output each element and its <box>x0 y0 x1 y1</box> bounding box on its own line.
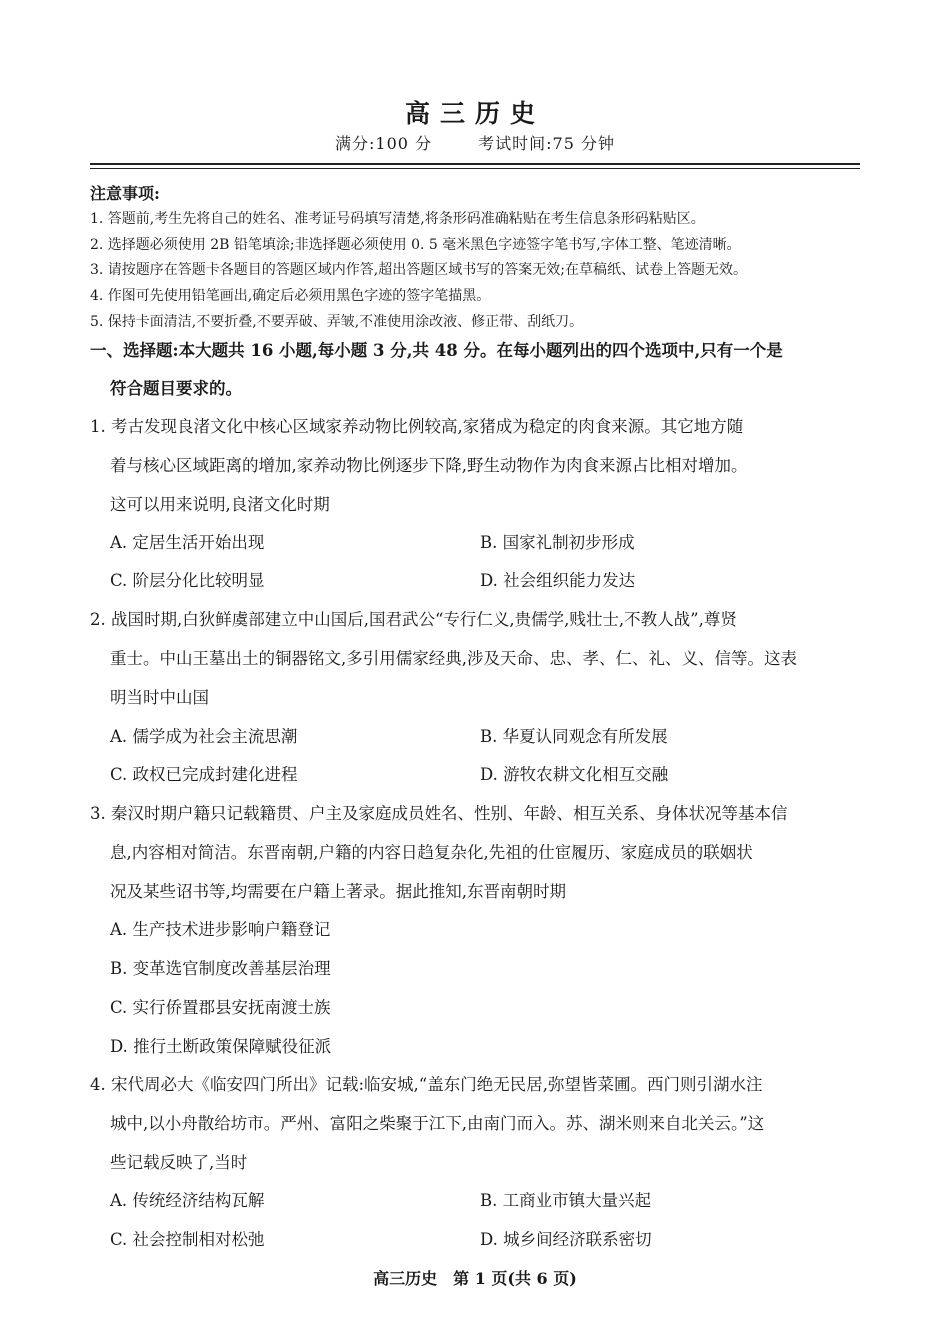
section-heading-line: 符合题目要求的。 <box>110 379 242 398</box>
exam-info <box>0 131 950 154</box>
option-c[interactable]: C. 政权已完成封建化进程 <box>110 765 298 784</box>
exam-title: 高三历史 <box>404 99 545 128</box>
question-text: 2. 战国时期,白狄鲜虞部建立中山国后,国君武公“专行仁义,贵儒学,贱壮士,不教人战”,尊贤 <box>90 610 737 629</box>
question-text: 4. 宋代周必大《临安四门所出》记载:临安城,“盖东门绝无民居,弥望皆菜圃。西门则引湖水注 <box>90 1075 763 1094</box>
question-text: 着与核心区域距离的增加,家养动物比例逐步下降,野生动物作为肉食来源占比相对增加。 <box>110 456 748 475</box>
option-b[interactable]: B. 国家礼制初步形成 <box>480 533 635 552</box>
option-b[interactable]: B. 工商业市镇大量兴起 <box>480 1191 652 1210</box>
question-text: 些记载反映了,当时 <box>110 1153 248 1172</box>
notice-item: 2. 选择题必须使用 2B 铅笔填涂;非选择题必须使用 0. 5 毫米黑色字迹签字笔书写,字体工整、笔迹清晰。 <box>90 237 741 253</box>
option-c[interactable]: C. 社会控制相对松弛 <box>110 1230 265 1249</box>
notice-item: 5. 保持卡面清洁,不要折叠,不要弄破、弄皱,不准使用涂改液、修正带、刮纸刀。 <box>90 314 584 330</box>
option-b[interactable]: B. 变革选官制度改善基层治理 <box>110 959 331 978</box>
notice-item: 3. 请按题序在答题卡各题目的答题区域内作答,超出答题区域书写的答案无效;在草稿纸、试卷上答题无效。 <box>90 262 747 278</box>
question-text: 息,内容相对简洁。东晋南朝,户籍的内容日趋复杂化,先祖的仕宦履历、家庭成员的联姻状 <box>110 843 753 862</box>
question-text: 况及某些诏书等,均需要在户籍上著录。据此推知,东晋南朝时期 <box>110 882 566 901</box>
option-a[interactable]: A. 生产技术进步影响户籍登记 <box>110 920 331 939</box>
page-footer: 高三历史 第 1 页(共 6 页) <box>373 1269 577 1288</box>
question-4 <box>90 1065 865 1182</box>
question-text: 城中,以小舟散给坊市。严州、富阳之柴聚于江下,由南门而入。苏、湖米则来自北关云。”这 <box>110 1114 765 1133</box>
option-b[interactable]: B. 华夏认同观念有所发展 <box>480 727 668 746</box>
section-heading <box>90 332 865 408</box>
option-c[interactable]: C. 阶层分化比较明显 <box>110 571 265 590</box>
option-a[interactable]: A. 定居生活开始出现 <box>110 533 265 552</box>
section-heading-line: 一、选择题:本大题共 16 小题,每小题 3 分,共 48 分。在每小题列出的四个选项中,只有一个是 <box>90 341 783 360</box>
notice-item: 4. 作图可先使用铅笔画出,确定后必须用黑色字迹的签字笔描黑。 <box>90 288 491 304</box>
option-d[interactable]: D. 城乡间经济联系密切 <box>480 1230 652 1249</box>
option-a[interactable]: A. 传统经济结构瓦解 <box>110 1191 265 1210</box>
question-text: 明当时中山国 <box>110 688 209 707</box>
header-rule-thin <box>90 168 860 169</box>
question-2 <box>90 600 865 717</box>
question-text: 3. 秦汉时期户籍只记载籍贯、户主及家庭成员姓名、性别、年龄、相互关系、身体状况等基本信 <box>90 804 788 823</box>
question-text: 这可以用来说明,良渚文化时期 <box>110 495 330 514</box>
question-text: 重士。中山王墓出土的铜器铭文,多引用儒家经典,涉及天命、忠、孝、仁、礼、义、信等。这表 <box>110 649 797 668</box>
option-d[interactable]: D. 游牧农耕文化相互交融 <box>480 765 669 784</box>
question-1 <box>90 407 865 524</box>
option-d[interactable]: D. 推行土断政策保障赋役征派 <box>110 1037 332 1056</box>
option-c[interactable]: C. 实行侨置郡县安抚南渡士族 <box>110 998 331 1017</box>
notice-title: 注意事项: <box>90 184 160 203</box>
full-score: 满分:100 分 <box>335 134 433 153</box>
option-a[interactable]: A. 儒学成为社会主流思潮 <box>110 727 298 746</box>
notice-item: 1. 答题前,考生先将自己的姓名、准考证号码填写清楚,将条形码准确粘贴在考生信息条形码粘贴区。 <box>90 211 705 227</box>
question-text: 1. 考古发现良渚文化中核心区域家养动物比例较高,家猪成为稳定的肉食来源。其它地方随 <box>90 417 744 436</box>
header-rule-thick <box>90 163 860 165</box>
exam-time: 考试时间:75 分钟 <box>478 134 615 153</box>
question-3 <box>90 794 865 911</box>
option-d[interactable]: D. 社会组织能力发达 <box>480 571 636 590</box>
